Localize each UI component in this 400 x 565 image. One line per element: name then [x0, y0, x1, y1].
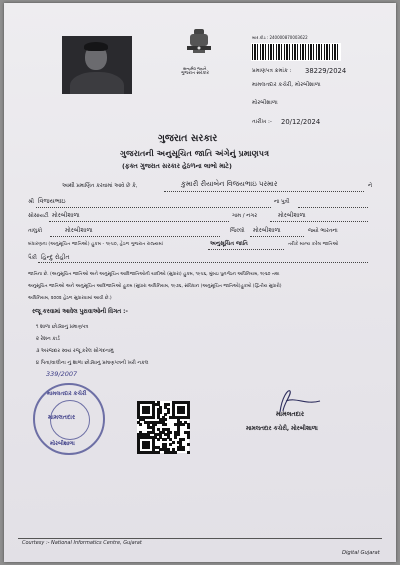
certificate-title: ગુજરાતની અનુસૂચિત જાતિ અંગેનું પ્રમાણપત્ર	[120, 148, 270, 158]
village: મોરબીશાળા	[278, 212, 306, 219]
issue-date: 20/12/2024	[281, 118, 321, 126]
locality-label: સોસાયટી	[28, 213, 49, 219]
documents-heading: રજૂ કરવામાં આવેલ પુરાવાઓની વિગત :-	[32, 309, 128, 315]
footer-courtesy: Courtesy :- National Informatics Centre, Gujarat	[22, 540, 142, 546]
certificate-number: 38229/2024	[305, 67, 347, 75]
footer-brand: Digital Gujarat	[342, 550, 380, 556]
legal-paragraph-line-2: અનુસૂચિત જાતિઓ અને અનુસૂચિત આદિજાતિઓ હુકમ (સુધારા અધિનિયમ, ૧૯૭૬, સંવિધાન (અનુસૂચિત જાતિઓ)હુકમો (દ્વિતીય સુધારો)	[28, 284, 282, 289]
applicant-photo	[62, 36, 132, 94]
certificate-no-label: પ્રમાણપત્ર ક્રમાંક :	[252, 68, 292, 74]
date-label: તારીખ :-	[252, 119, 272, 125]
barcode-number: બાર કોડ : 240000870003622	[252, 35, 308, 40]
certificate-subtitle: (ફક્ત ગુજરાત સરકાર હેઠળના લાભો માટે)	[122, 162, 232, 170]
signatory-office: મામલતદાર કચેરી, મોરબીશાળા	[246, 426, 318, 432]
legal-paragraph-line-1: જાતિના છે. (અનુસૂચિત જાતિઓ અને અનુસૂચિત આદિજાતિઓની યાદીઓ (સુધારા) હુકમ, ૧૯૫૬, મુંબઇ પુનર્ગઠન અધિનિયમ, ૧૯૬૦ તથા	[28, 272, 280, 277]
intro-text: આથી પ્રમાણિત કરવામાં આવે છે કે,	[62, 183, 138, 189]
document-item-1: ૧ શાળા છોડ્યાનું પ્રમાણપત્ર	[36, 324, 89, 330]
seal-bottom-text: મોરબીશાળા	[50, 441, 75, 447]
recognized-text: તરીકે માન્ય કરેલ જાતિઓ	[288, 242, 339, 247]
father-prefix: શ્રી	[28, 199, 34, 205]
district-label: જિલ્લો	[230, 228, 245, 234]
office-seal	[33, 383, 105, 455]
issuing-office: મામલતદાર કચેરી, મોરબીશાળા	[252, 82, 321, 88]
legal-paragraph-line-3: અધિનિયમ, ૨૦૦૨ હેઠળ સુધારવામાં આવી છે.)	[28, 296, 112, 301]
document-item-3: ૩ અરજદાર સ્વયં રજૂ કરેલ સોગંદનામું	[36, 348, 114, 354]
relation-label: ના પુત્રી	[274, 199, 290, 205]
caste-prefix: પૈકી	[28, 255, 37, 261]
government-title: ગુજરાત સરકાર	[158, 133, 218, 144]
signatory-title: મામલતદાર	[276, 410, 305, 418]
relation-suffix: ને	[368, 183, 373, 189]
certificate-page	[4, 3, 396, 562]
caste: હિન્દુ રોહીત	[41, 254, 70, 261]
seal-top-text: મામલતદાર કચેરી	[47, 391, 87, 397]
seal-center-text: મામલતદાર	[48, 414, 76, 421]
taluka: મોરબીશાળા	[65, 227, 93, 234]
document-item-4: ૪ પિતા/વાલીના નું શાળા છોડ્યાનું પ્રમાણપત્રની ખરી નકલ	[36, 360, 149, 366]
taluka-label: તાલુકો	[28, 228, 43, 234]
district: મોરબીશાળા	[253, 227, 281, 234]
caste-type: અનુસૂચિત જાતિ	[210, 241, 248, 247]
handwritten-note: 339/2007	[46, 370, 78, 378]
applicant-name: કુમારી રીયાબેન વિજયભાઇ પરમાર	[181, 180, 278, 188]
barcode	[251, 43, 341, 61]
locality: મોરબીશાળા	[52, 212, 80, 219]
verification-qr-code	[137, 401, 189, 453]
document-item-2: ૨ રેશન કાર્ડ	[36, 336, 60, 342]
emblem-caption-2: ગુજરાત સરકાર	[181, 71, 209, 76]
state-emblem-icon	[182, 27, 216, 65]
state-suffix: જ્યો ભારતના	[308, 228, 338, 234]
place: મોરબીશાળા	[252, 100, 278, 106]
father-name: વિજયભાઇ	[38, 197, 66, 205]
village-label: ગામ / નગર	[232, 213, 258, 219]
order-text: બંધારણના (અનુસૂચિત જાતિઓ) હુકમ - ૧૯૫૦, હેઠળ ગુજરાત રાજ્યમાં	[28, 242, 163, 247]
emblem-caption-1: સત્યમેવ જયતે	[183, 66, 207, 71]
